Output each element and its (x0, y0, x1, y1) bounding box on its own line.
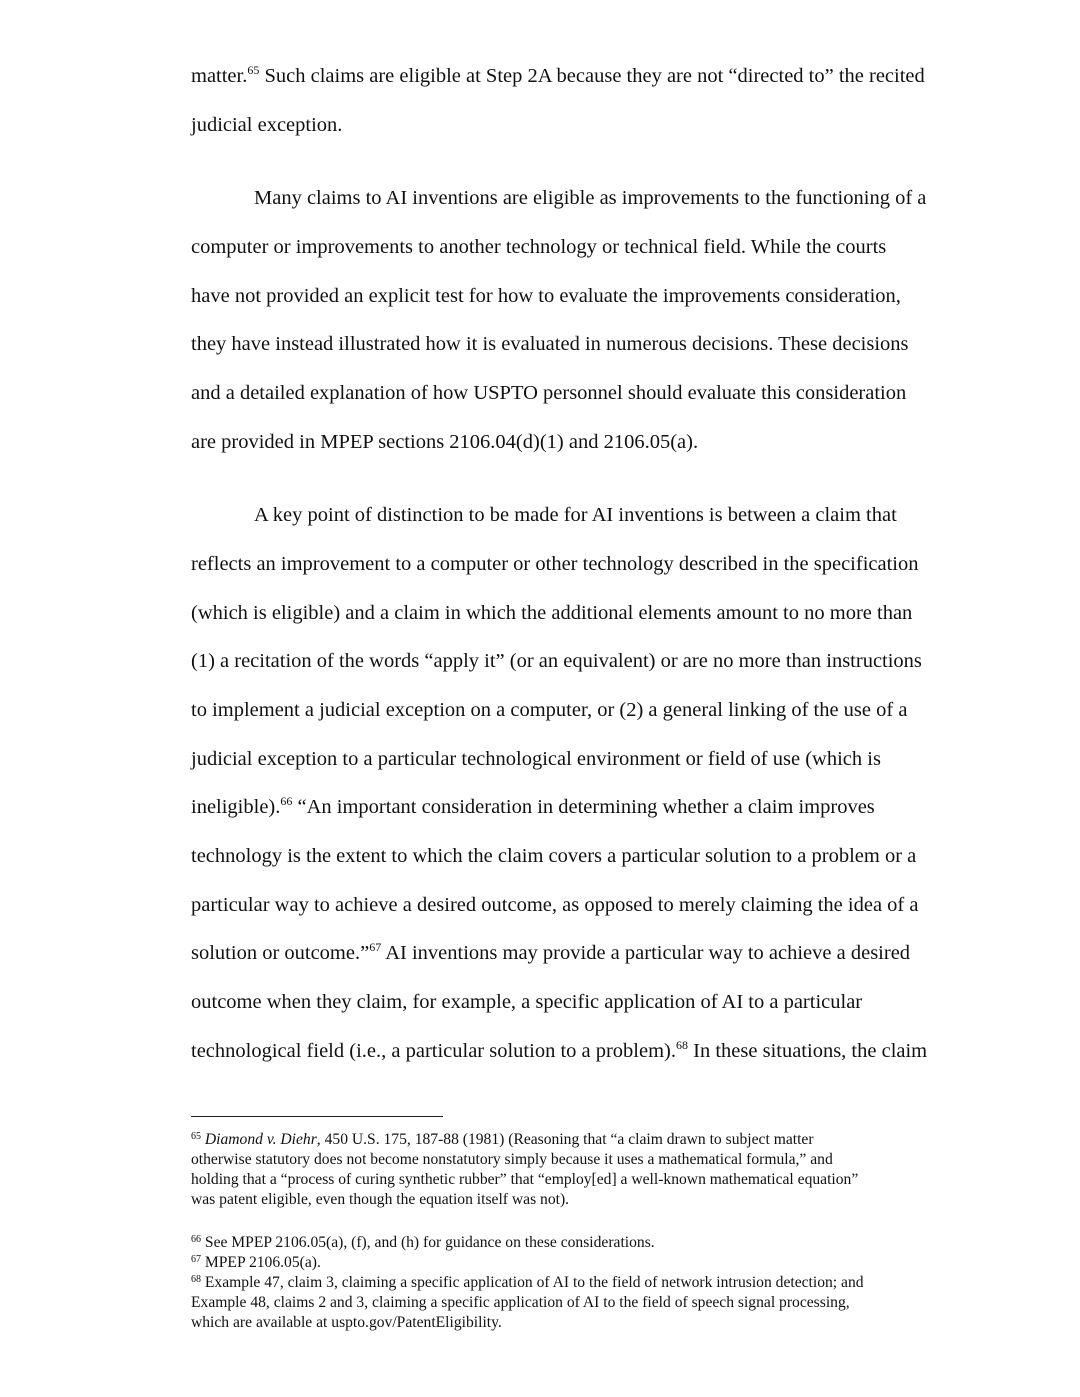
footnote-66 (191, 1233, 655, 1253)
footnote-divider (191, 1116, 443, 1117)
footnote-line: otherwise statutory does not become nonstatutory simply because it uses a mathematical formula,” and (191, 1151, 833, 1168)
body-line: outcome when they claim, for example, a specific application of AI to a particular (191, 991, 863, 1013)
footnote-number: 66 (191, 1234, 201, 1245)
paragraph-first-line: Many claims to AI inventions are eligible as improvements to the functioning of a (254, 187, 927, 209)
body-line: judicial exception to a particular technological environment or field of use (which is (191, 748, 881, 770)
text-run: MPEP 2106.05(a). (201, 1254, 321, 1271)
footnote-ref-67: 67 (369, 940, 382, 954)
case-name: Diamond v. Diehr (204, 1131, 317, 1148)
body-line: technology is the extent to which the claim covers a particular solution to a problem or a (191, 845, 917, 867)
footnote-line: holding that a “process of curing synthetic rubber” that “employ[ed] a well-known mathematical equation” (191, 1171, 859, 1188)
footnote-67 (191, 1253, 321, 1273)
footnote-ref-68: 68 (676, 1038, 689, 1052)
body-line: they have instead illustrated how it is evaluated in numerous decisions. These decisions (191, 333, 909, 355)
text-run: matter. (191, 65, 248, 87)
body-line (191, 1027, 927, 1076)
footnote-65 (191, 1130, 814, 1150)
body-line (191, 929, 910, 978)
text-run: In these situations, the claim (688, 1040, 928, 1062)
footnote-number: 67 (191, 1254, 201, 1265)
body-line: computer or improvements to another technology or technical field. While the courts (191, 236, 887, 258)
text-run: See MPEP 2106.05(a), (f), and (h) for guidance on these considerations. (201, 1234, 655, 1251)
text-run: “An important consideration in determining whether a claim improves (292, 796, 875, 818)
body-line: and a detailed explanation of how USPTO personnel should evaluate this consideration (191, 382, 907, 404)
body-line: judicial exception. (191, 114, 343, 136)
text-run: Such claims are eligible at Step 2A because they are not “directed to” the recited (259, 65, 925, 87)
footnote-ref-65: 65 (247, 63, 260, 77)
footnote-number: 68 (191, 1274, 201, 1285)
text-run: Example 47, claim 3, claiming a specific application of AI to the field of network intrusion detection; and (201, 1274, 864, 1291)
body-line: reflects an improvement to a computer or other technology described in the specification (191, 553, 919, 575)
body-line: (which is eligible) and a claim in which the additional elements amount to no more than (191, 602, 913, 624)
footnote-68 (191, 1273, 864, 1293)
text-run: technological field (i.e., a particular solution to a problem). (191, 1040, 677, 1062)
text-run: AI inventions may provide a particular way to achieve a desired (381, 942, 911, 964)
text-run: solution or outcome.” (191, 942, 370, 964)
footnote-line: Example 48, claims 2 and 3, claiming a specific application of AI to the field of speech signal processing, (191, 1294, 850, 1311)
footnote-line: which are available at uspto.gov/PatentEligibility. (191, 1314, 502, 1331)
text-run: , 450 U.S. 175, 187-88 (1981) (Reasoning that “a claim drawn to subject matter (316, 1131, 814, 1148)
footnote-number: 65 (191, 1131, 201, 1142)
body-line: have not provided an explicit test for how to evaluate the improvements consideration, (191, 285, 901, 307)
body-line: particular way to achieve a desired outcome, as opposed to merely claiming the idea of a (191, 894, 919, 916)
paragraph-first-line: A key point of distinction to be made for AI inventions is between a claim that (254, 504, 897, 526)
text-run: ineligible). (191, 796, 281, 818)
body-line (191, 783, 875, 832)
footnote-ref-66: 66 (280, 794, 293, 808)
footnote-line: was patent eligible, even though the equation itself was not). (191, 1191, 570, 1208)
body-line: (1) a recitation of the words “apply it” (or an equivalent) or are no more than instructions (191, 650, 922, 672)
body-line: are provided in MPEP sections 2106.04(d)(1) and 2106.05(a). (191, 431, 699, 453)
body-line: to implement a judicial exception on a computer, or (2) a general linking of the use of a (191, 699, 908, 721)
body-line (191, 52, 925, 101)
